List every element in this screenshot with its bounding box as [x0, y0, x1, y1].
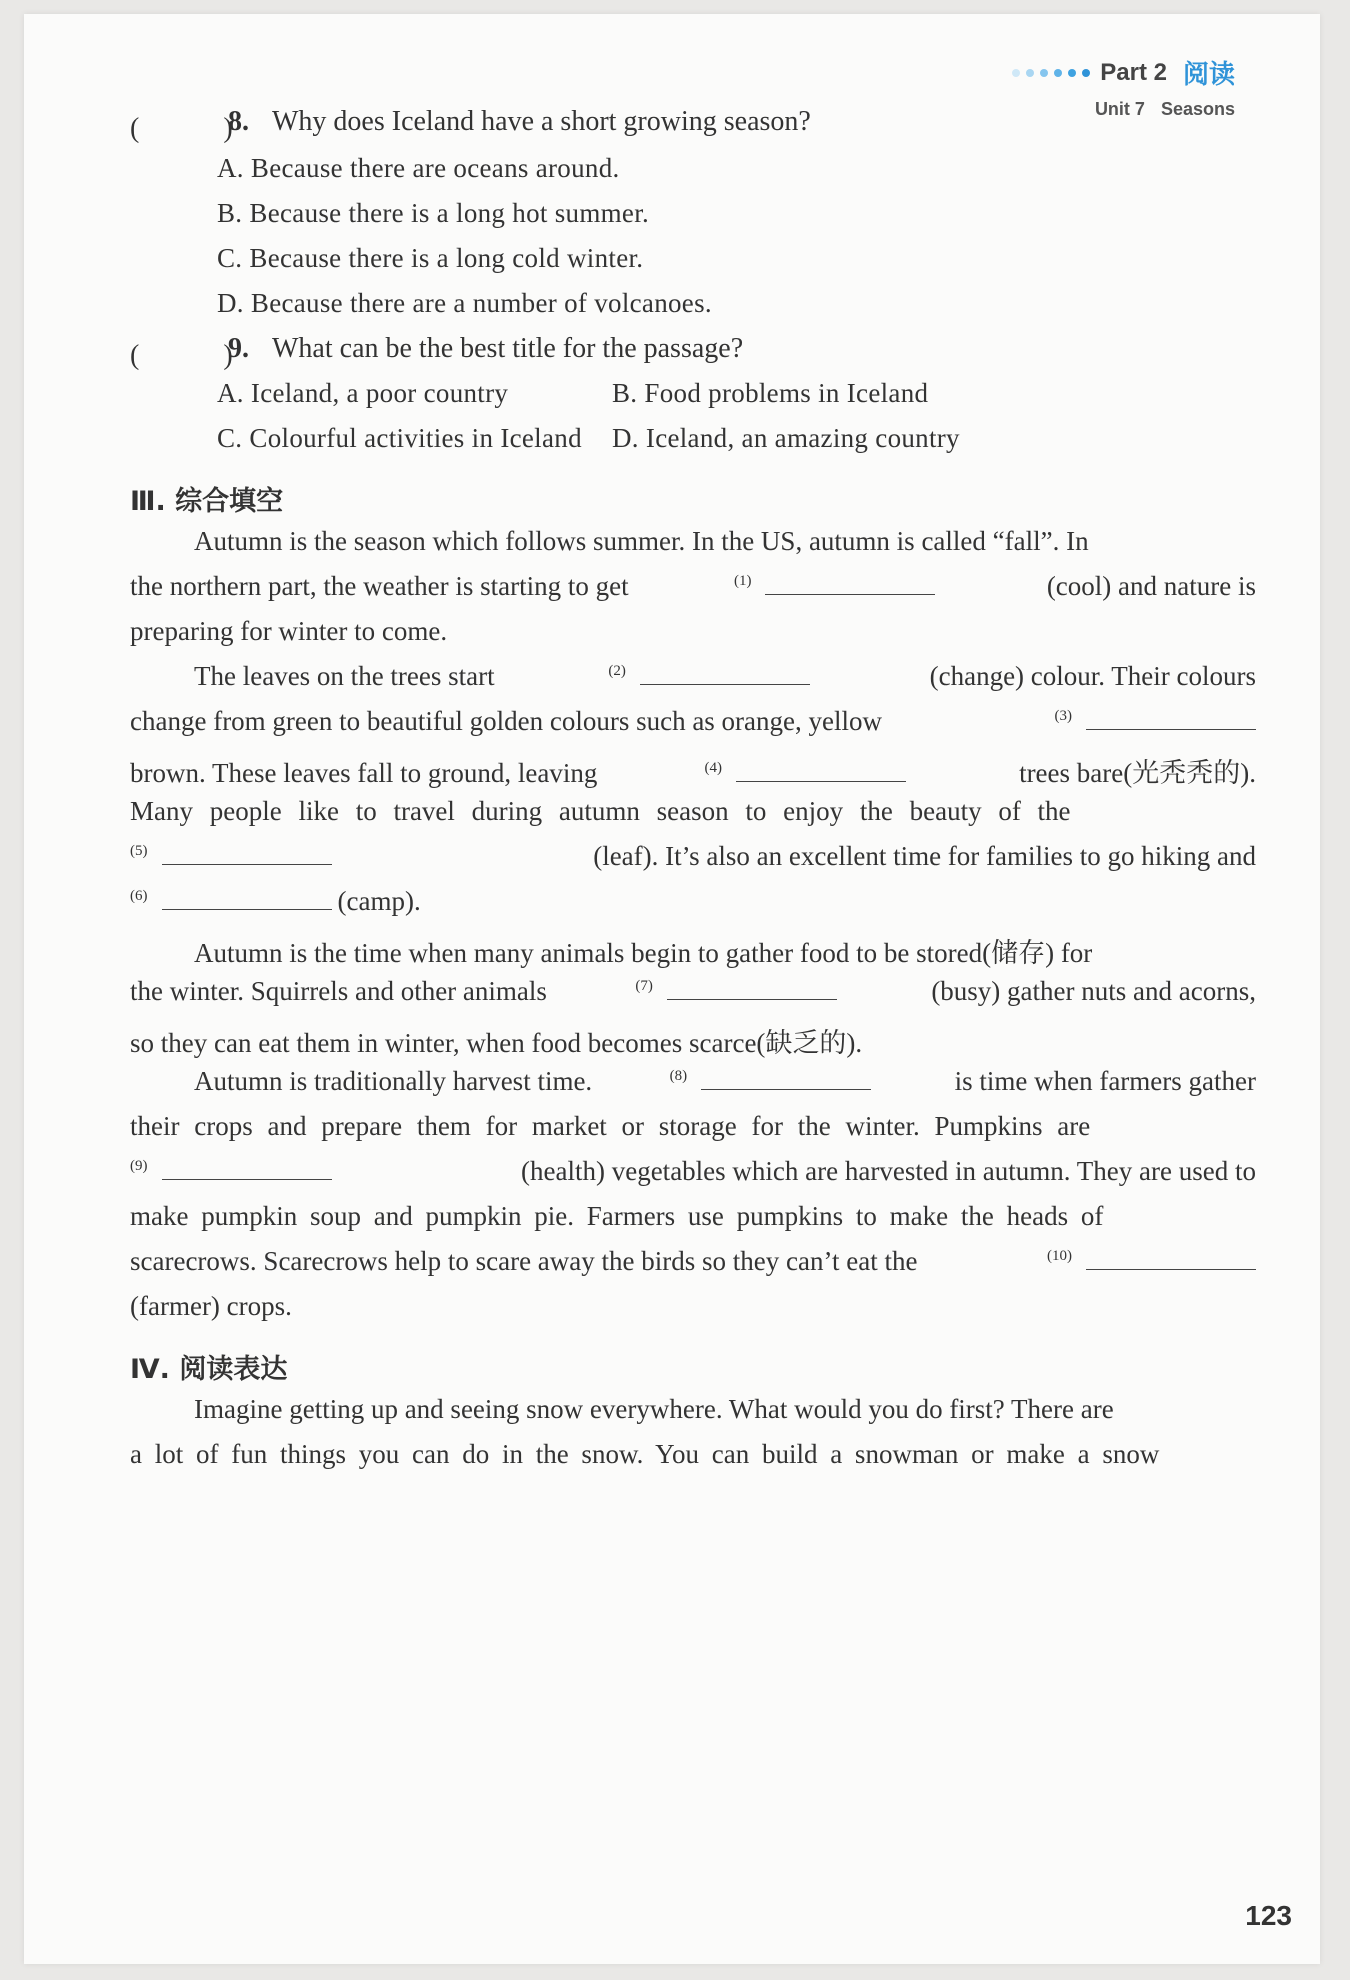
blank-field[interactable] — [1086, 728, 1256, 730]
passage-line: $^{(5)}$ (leaf). It’s also an excellent time for families to go hiking and — [130, 841, 1256, 871]
dot-icon — [1082, 69, 1090, 77]
dot-icon — [1054, 69, 1062, 77]
option-a: A. Because there are oceans around. — [217, 153, 620, 183]
blank-number: (8) — [669, 1068, 688, 1084]
blank-field[interactable] — [640, 683, 810, 685]
section-title: Ⅳ. 阅读表达 — [130, 1354, 288, 1385]
passage-line: $^{(6)}$ (camp). — [130, 886, 421, 916]
blank-field[interactable] — [667, 998, 837, 1000]
passage-line: a lot of fun things you can do in the snow. You can build a snowman or make a snow — [130, 1439, 1160, 1469]
blank-number: (2) — [608, 663, 626, 679]
blank-number: (1) — [733, 573, 752, 589]
passage-line: Autumn is traditionally harvest time. $^{(8)}$ is time when farmers gather — [194, 1066, 1256, 1096]
passage-line: the northern part, the weather is starting to get $^{(1)}$ (cool) and nature is — [130, 571, 1256, 601]
blank-number: (4) — [704, 760, 722, 776]
passage-line: scarecrows. Scarecrows help to scare away the birds so they can’t eat the $^{(10)}$ — [130, 1246, 1256, 1277]
question-text: Why does Iceland have a short growing season? — [272, 106, 811, 137]
unit-title: Seasons — [1160, 99, 1235, 119]
dot-icon — [1012, 69, 1020, 77]
dot-icon — [1068, 69, 1076, 77]
passage-line: The leaves on the trees start $^{(2)}$ (change) colour. Their colours — [194, 661, 1256, 691]
blank-field[interactable] — [701, 1088, 871, 1090]
blank-number: (5) — [130, 843, 148, 859]
dot-icon — [1040, 69, 1048, 77]
blank-field[interactable] — [1086, 1268, 1256, 1270]
option-a: A. Iceland, a poor country — [217, 378, 509, 408]
answer-paren[interactable]: ( ) — [130, 340, 233, 371]
blank-number: (10) — [1047, 1248, 1072, 1264]
blank-field[interactable] — [765, 593, 935, 595]
passage-line: change from green to beautiful golden colours such as orange, yellow $^{(3)}$ — [130, 706, 1256, 737]
question-number: 9. — [228, 333, 249, 364]
option-d: D. Because there are a number of volcanoes. — [217, 288, 712, 318]
question-text: What can be the best title for the passage? — [272, 333, 744, 364]
unit-label — [1012, 99, 1235, 120]
passage-line: Autumn is the season which follows summer. In the US, autumn is called “fall”. In — [194, 526, 1089, 556]
passage-line: (farmer) crops. — [130, 1291, 292, 1321]
blank-number: (7) — [635, 978, 653, 994]
question-8 — [130, 106, 811, 146]
passage-line: their crops and prepare them for market or storage for the winter. Pumpkins are — [130, 1111, 1091, 1141]
option-b: B. Because there is a long hot summer. — [217, 198, 650, 228]
option-c: C. Colourful activities in Iceland — [217, 423, 582, 453]
option-b: B. Food problems in Iceland — [612, 378, 929, 408]
part-label: Part 2 — [1100, 58, 1167, 86]
passage-line: preparing for winter to come. — [130, 616, 448, 646]
unit-number: Unit 7 — [1094, 99, 1145, 119]
blank-number: (9) — [130, 1158, 148, 1174]
blank-number: (3) — [1054, 708, 1072, 724]
part-chinese-label: 阅读 — [1182, 60, 1235, 90]
passage-line: Autumn is the time when many animals begin to gather food to be stored(储存) for — [194, 938, 1093, 968]
passage-line: $^{(9)}$ (health) vegetables which are harvested in autumn. They are used to — [130, 1156, 1256, 1186]
blank-field[interactable] — [162, 908, 332, 910]
decorative-dots — [1012, 69, 1090, 77]
blank-number: (6) — [130, 888, 148, 904]
question-number: 8. — [228, 106, 249, 137]
answer-paren[interactable]: ( ) — [130, 113, 233, 144]
page-number: 123 — [1245, 1900, 1292, 1931]
passage-line: Imagine getting up and seeing snow everywhere. What would you do first? There are — [194, 1394, 1114, 1424]
dot-icon — [1026, 69, 1034, 77]
section-title: Ⅲ. 综合填空 — [130, 486, 284, 517]
blank-field[interactable] — [162, 1178, 332, 1180]
page-header — [1012, 54, 1235, 120]
option-c: C. Because there is a long cold winter. — [217, 243, 644, 273]
passage-line: Many people like to travel during autumn season to enjoy the beauty of the — [130, 796, 1071, 826]
passage-line: make pumpkin soup and pumpkin pie. Farmers use pumpkins to make the heads of — [130, 1201, 1104, 1231]
blank-field[interactable] — [736, 780, 906, 782]
passage-line: brown. These leaves fall to ground, leaving $^{(4)}$ trees bare(光秃秃的). — [130, 758, 1256, 788]
passage-line: the winter. Squirrels and other animals $^{(7)}$ (busy) gather nuts and acorns, — [130, 976, 1256, 1006]
passage-line: so they can eat them in winter, when food becomes scarce(缺乏的). — [130, 1028, 863, 1058]
question-9 — [130, 333, 743, 373]
blank-field[interactable] — [162, 863, 332, 865]
page — [24, 14, 1320, 1964]
option-d: D. Iceland, an amazing country — [612, 423, 960, 453]
